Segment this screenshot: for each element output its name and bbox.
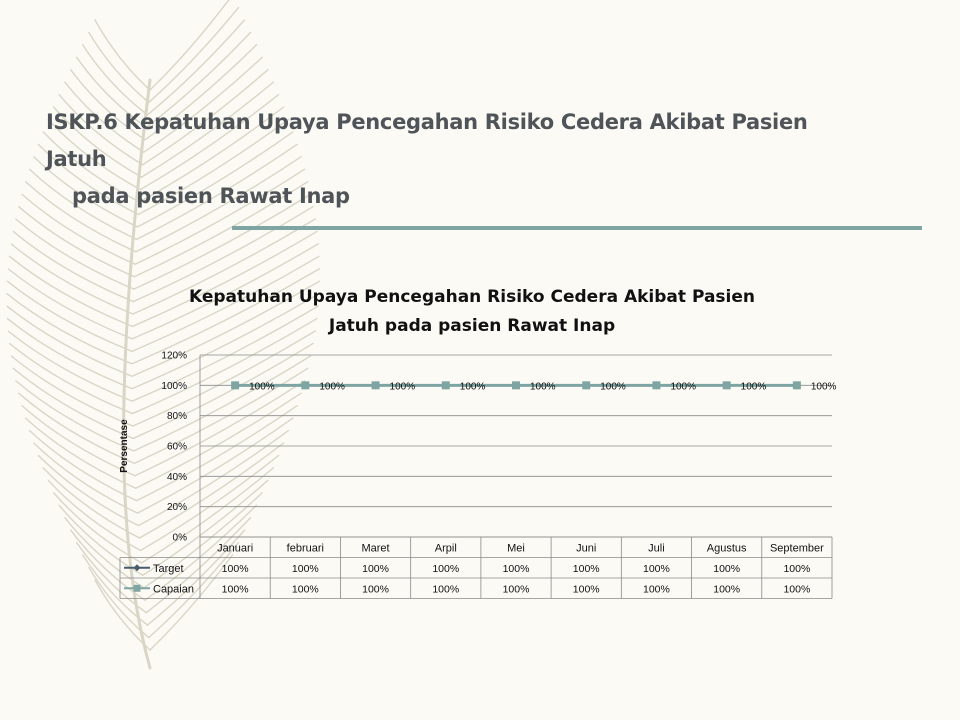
slide-title-line2: pada pasien Rawat Inap (72, 184, 350, 208)
data-label: 100% (530, 381, 556, 393)
table-cell: 100% (291, 583, 319, 596)
y-tick-label: 60% (166, 441, 187, 453)
data-point (723, 381, 731, 389)
table-cell: 100% (221, 583, 249, 596)
y-tick-label: 100% (161, 380, 187, 392)
x-tick-label: Juni (576, 542, 597, 555)
data-point (442, 381, 450, 389)
table-cell: 100% (643, 563, 670, 575)
data-label: 100% (600, 381, 626, 393)
chart-title-line2: Jatuh pada pasien Rawat Inap (328, 316, 616, 336)
table-cell: 100% (572, 583, 600, 596)
table-cell: 100% (713, 583, 741, 596)
data-point (231, 381, 239, 389)
series-group (231, 381, 836, 392)
table-cell: 100% (362, 563, 389, 575)
table-cell: 100% (502, 583, 530, 596)
table-cell: 100% (221, 563, 249, 575)
table-cell: 100% (643, 583, 670, 596)
data-point (512, 381, 520, 389)
table-cell: 100% (783, 583, 811, 596)
y-tick-label: 120% (161, 350, 187, 362)
data-label: 100% (459, 381, 486, 393)
y-tick-label: 20% (166, 502, 187, 514)
legend-entry: Target (153, 563, 184, 575)
y-axis-ticks (161, 351, 187, 544)
data-point (582, 381, 590, 389)
chart-title-line1: Kepatuhan Upaya Pencegahan Risiko Cedera Akibat Pasien (188, 287, 755, 307)
data-label: 100% (389, 381, 416, 393)
x-tick-label: Agustus (706, 542, 747, 555)
y-tick-label: 0% (172, 532, 187, 544)
legend-marker (134, 564, 141, 571)
y-axis-label: Persentase (119, 419, 130, 473)
table-cell: 100% (783, 563, 811, 575)
x-tick-label: Januari (217, 542, 254, 555)
table-cell: 100% (432, 583, 460, 596)
data-label: 100% (249, 381, 275, 393)
data-table (120, 537, 832, 599)
y-tick-label: 40% (166, 471, 187, 483)
x-tick-label: Juli (648, 542, 665, 555)
x-tick-label: februari (286, 542, 324, 555)
legend-marker (134, 585, 141, 592)
table-cell: 100% (432, 563, 460, 575)
x-tick-label: Mei (507, 542, 525, 555)
x-tick-label: Arpil (434, 542, 457, 555)
slide-title-line1: ISKP.6 Kepatuhan Upaya Pencegahan Risiko Cedera Akibat Pasien Jatuh (46, 110, 808, 171)
table-cell: 100% (572, 563, 600, 575)
data-point (372, 381, 380, 389)
data-label: 100% (319, 381, 345, 393)
table-cell: 100% (502, 563, 530, 575)
data-point (652, 381, 660, 389)
data-label: 100% (670, 381, 697, 393)
table-cell: 100% (291, 563, 319, 575)
data-point (793, 381, 801, 389)
x-tick-label: September (769, 542, 824, 555)
data-point (301, 381, 309, 389)
y-tick-label: 80% (166, 411, 187, 423)
table-cell: 100% (362, 583, 389, 596)
table-cell: 100% (713, 563, 741, 575)
legend-entry: Capaian (153, 583, 194, 596)
x-tick-label: Maret (361, 542, 390, 555)
data-label: 100% (810, 381, 837, 393)
data-label: 100% (740, 381, 767, 393)
